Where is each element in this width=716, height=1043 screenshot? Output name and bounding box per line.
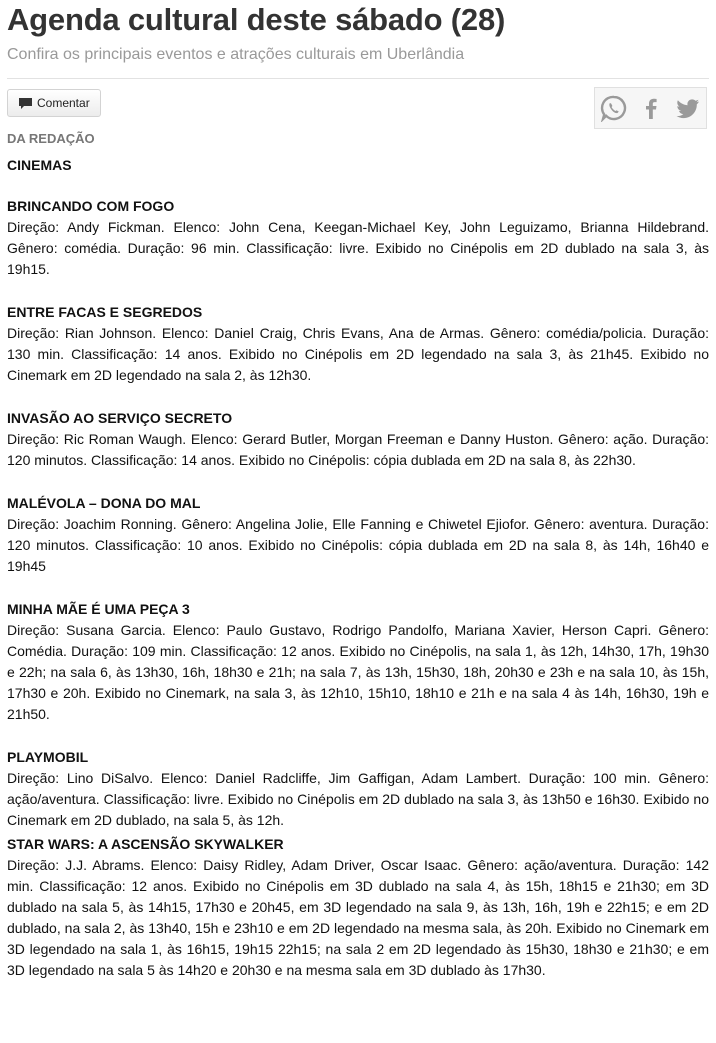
share-bar: [594, 87, 707, 129]
movie-title: PLAYMOBIL: [7, 749, 89, 765]
article-subtitle: Confira os principais eventos e atrações culturais em Uberlândia: [7, 46, 465, 63]
facebook-icon: [637, 94, 665, 122]
comment-button-label: Comentar: [37, 96, 90, 110]
movie-entry: [7, 409, 709, 471]
whatsapp-icon: [600, 94, 628, 122]
movie-title: MINHA MÃE É UMA PEÇA 3: [7, 601, 190, 617]
movie-description: Direção: Susana Garcia. Elenco: Paulo Gustavo, Rodrigo Pandolfo, Mariana Xavier, Herson Capri. Gênero: Comédia. Duração: 109 min. Classificação: 12 anos. Exibido no Cinépolis, na sala 1, às 12h, 14h30, 17h, 19h30 e 22h; na sala 6, às 13h30, 16h, 18h30 e 21h; na sala 7, às 13h, 15h30, 18h, 20h30 e 23h e na sala 10, às 15h, 17h30 e 20h. Exibido no Cinemark, na sala 3, às 12h10, 15h10, 18h10 e 21h e na sala 4 às 14h, 16h30, 19h e 21h50.: [7, 622, 709, 722]
comment-button[interactable]: [7, 89, 101, 117]
movie-description: Direção: Andy Fickman. Elenco: John Cena, Keegan-Michael Key, John Leguizamo, Brianna Hildebrand. Gênero: comédia. Duração: 96 min. Classificação: livre. Exibido no Cinépolis em 2D dublado na sala 3, às 19h15.: [7, 219, 709, 277]
movie-entry: [7, 303, 709, 386]
movie-title: BRINCANDO COM FOGO: [7, 198, 175, 214]
share-twitter-button[interactable]: [669, 88, 706, 128]
movie-entry: [7, 748, 709, 831]
section-heading: CINEMAS: [7, 157, 72, 173]
movie-description: Direção: Rian Johnson. Elenco: Daniel Craig, Chris Evans, Ana de Armas. Gênero: comédia/policia. Duração: 130 min. Classificação: 14 anos. Exibido no Cinépolis em 2D legendado na sala 3, às 21h45. Exibido no Cinemark em 2D legendado na sala 2, às 12h30.: [7, 325, 709, 383]
movie-entry: [7, 835, 709, 981]
movie-title: INVASÃO AO SERVIÇO SECRETO: [7, 410, 233, 426]
article-title: Agenda cultural deste sábado (28): [7, 2, 506, 37]
share-facebook-button[interactable]: [632, 88, 669, 128]
movie-title: MALÉVOLA – DONA DO MAL: [7, 495, 201, 511]
movie-title: STAR WARS: A ASCENSÃO SKYWALKER: [7, 836, 284, 852]
speech-bubble-icon: [19, 98, 32, 109]
movie-entry: [7, 197, 709, 280]
movie-description: Direção: Joachim Ronning. Gênero: Angelina Jolie, Elle Fanning e Chiwetel Ejiofor. Gênero: aventura. Duração: 120 minutos. Classificação: 10 anos. Exibido no Cinépolis: cópia dublada em 2D na sala 8, às 14h, 16h40 e 19h45: [7, 516, 709, 574]
twitter-icon: [674, 94, 702, 122]
byline: DA REDAÇÃO: [7, 131, 95, 146]
movie-description: Direção: Ric Roman Waugh. Elenco: Gerard Butler, Morgan Freeman e Danny Huston. Gênero: ação. Duração: 120 minutos. Classificação: 14 anos. Exibido no Cinépolis: cópia dublada em 2D na sala 8, às 22h30.: [7, 431, 709, 468]
movie-description: Direção: Lino DiSalvo. Elenco: Daniel Radcliffe, Jim Gaffigan, Adam Lambert. Duração: 100 min. Gênero: ação/aventura. Classificação: livre. Exibido no Cinépolis em 2D dublado na sala 3, às 13h50 e 16h30. Exibido no Cinemark em 2D dublado, na sala 5, às 12h.: [7, 770, 709, 828]
article-toolbar: [7, 79, 709, 131]
movie-entry: [7, 600, 709, 725]
share-whatsapp-button[interactable]: [595, 88, 632, 128]
movie-entry: [7, 494, 709, 577]
movie-description: Direção: J.J. Abrams. Elenco: Daisy Ridley, Adam Driver, Oscar Isaac. Gênero: ação/aventura. Duração: 142 min. Classificação: 12 anos. Exibido no Cinépolis em 3D dublado na sala 4, às 15h, 18h15 e 21h30; em 3D dublado na sala 5, às 14h15, 17h30 e 20h45, em 3D legendado na sala 9, às 13h, 16h, 19h e 22h15; e em 2D dublado, na sala 2, às 13h40, 15h e 23h10 e em 2D legendado na mesma sala, às 20h. Exibido no Cinemark em 3D legendado na sala 1, às 16h15, 19h15 22h15; na sala 2 em 2D legendado às 15h30, 18h30 e 21h30; e em 3D legendado na sala 5 às 14h20 e 20h30 e na mesma sala em 3D dublado às 17h30.: [7, 857, 709, 978]
movie-title: ENTRE FACAS E SEGREDOS: [7, 304, 203, 320]
